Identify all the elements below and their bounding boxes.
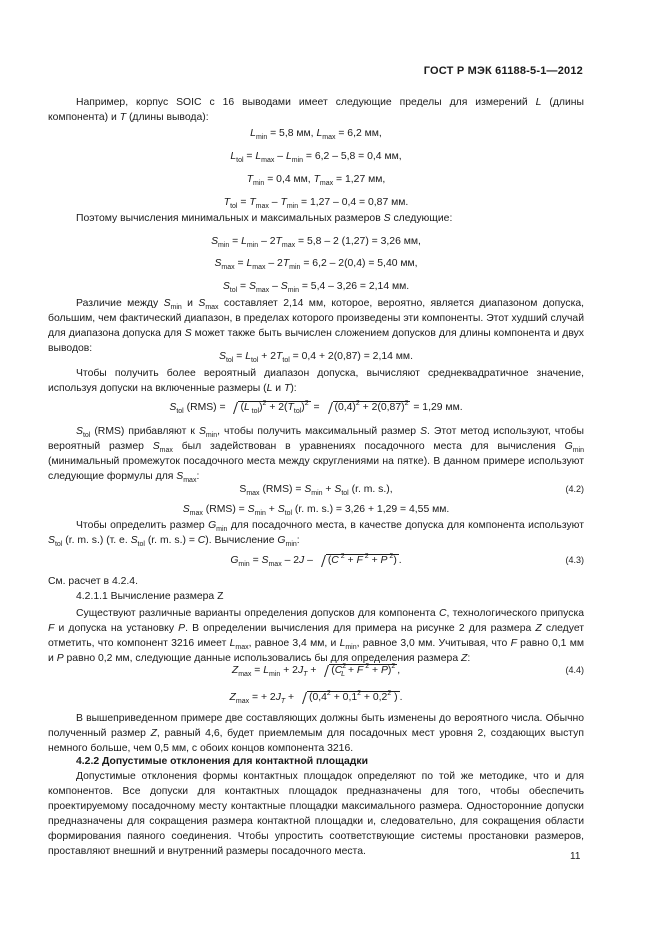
paragraph: Чтобы получить более вероятный диапазон допуска, вычисляют среднеквадратичное значение, используя допуски на включенные размеры (L и T): [48,368,584,394]
equation: $S_{max}$ $(RMS) = S_{min} + S_{tol}$ (r. m. s.) = 3,26 + 1,29 = 4,55 мм. [182,504,450,517]
page-number: 11 [570,851,581,862]
equation: $T_{tol} = T_{max} - T_{min} = 1,27 - 0,4 = 0,87$ мм. [223,197,409,210]
equation: $T_{min} = 0,4$ мм, $T_{max} = 1,27$ мм, [246,174,386,187]
equation: $G_{min} = S_{max} - 2J - (C$ $^2$ + F $^2$ + P $^2$) . [230,553,402,568]
equation: $S_{tol}$ (RMS) = (L $_{tol})^2 + 2(T_{tol})^2 = (0,4)^2 + 2(0,87)^2 = 1,29$ мм. [169,400,463,415]
equation: $Z_{max} = L_{min} + 2J_T + (C^2_L + F$ $^2$ + P)$^2$ , [231,663,401,678]
equation: $L_{min} = 5,8$ мм, $L_{max} = 6,2$ мм, [250,128,382,141]
equation: $S_{max}$ $(RMS) = S_{min} + S_{tol}$ (r. m. s.), [239,484,393,497]
paragraph: Существуют различные варианты определения допусков для компонента C, технологического припуска F и допуска на установку P. В определении вычисления для примера на рисунке 2 для размера Z следует отметить, что компонент 3216 имеет $L_{max}$, равное 3,4 мм, и $L_{min}$, равное 3,0 мм. Учитывая, что F равно 0,1 мм и P равно 0,2 мм, следующие данные использовались бы для определения размера Z: [48,608,585,664]
paragraph: Чтобы определить размер $G_{min}$ для посадочного места, в качестве допуска для компонента используют $S_{tol}$ (r. m. s.) (т. е. $S_{tol}$ (r. m. s.) = C). Вычисление $G_{min}$: [48,520,584,548]
equation-number: (4.2) [565,484,584,494]
paragraph: Например, корпус SOIC с 16 выводами имеет следующие пределы для измерений L (длины компонента) и T (длины вывода): [48,97,585,123]
section-heading: 4.2.2 Допустимые отклонения для контактной площадки [76,756,368,767]
paragraph: $S_{tol}$ (RMS) прибавляют к $S_{min}$, чтобы получить максимальный размер S. Этот метод используют, чтобы вероятный размер $S_{max}$ был задействован в уравнениях посадочного места для вычисления $G_{min}$ (минимальный промежуток посадочного места между скруглениями на пятке). В данном примере используют следующие формулы для $S_{max}$: [48,426,584,484]
equation: $S_{tol} = L_{tol} + 2T_{tol} = 0,4 + 2(0,87) = 2,14$ мм. [219,351,413,364]
equation: $S_{min} = L_{min} - 2T_{max} = 5,8 - 2$ (1,27) = 3,26 мм, [211,236,421,249]
section-heading: 4.2.1.1 Вычисление размера Z [76,591,224,602]
paragraph: Допустимые отклонения формы контактных площадок определяют по той же методике, что и для компонентов. Все допуски для контактных площадок предназначены для того, чтобы обеспечить проектируемому посадочному месту контактные площадки максимального размера. Односторонние допуски предназначены для сокращения размера контактной площадки и, следовательно, для сокращения области формирования паяного соединения. Чтобы упростить соответствующие системы простановки размеров, проставляют внешний и внутренний размеры посадочного места. [48,771,584,857]
equation: $S_{tol} = S_{max} - S_{min} = 5,4 - 3,26 = 2,14$ мм. [222,281,410,294]
reference-line: См. расчет в 4.2.4. [48,576,138,587]
paragraph: Поэтому вычисления минимальных и максимальных размеров S следующие: [76,213,453,224]
equation-number: (4.4) [565,665,584,675]
equation: $Z_{max}$ = + $2J_T + (0,4^2 + 0,1^2 + 0,2^2$ ) . [229,690,403,705]
equation-number: (4.3) [565,555,584,565]
paragraph: Различие между $S_{min}$ и $S_{max}$ составляет 2,14 мм, которое, вероятно, является диапазоном допуска, большим, чем фактический диапазон, в пределах которого произведены эти компоненты. Этот худший случай для диапазона допуска для S может также быть вычислен сложением допусков для длины компонента и двух выводов: [48,298,585,354]
equation: $L_{tol} = L_{max} - L_{min} = 6,2 - 5,8 = 0,4$ мм, [230,151,402,164]
equation: $S_{max} = L_{max} - 2T_{min} = 6,2 - 2(0,4) = 5,40$ мм, [214,258,418,271]
paragraph: В вышеприведенном примере две составляющих должны быть изменены до вероятного числа. Обычно полученный размер Z, равный 4,6, будет приемлемым для посадочных мест уровня 2, создающих выступ немного больше, чем 0,5 мм, с обоих концов компонента 3216. [48,713,584,754]
page-header: ГОСТ Р МЭК 61188-5-1—2012 [423,65,583,77]
